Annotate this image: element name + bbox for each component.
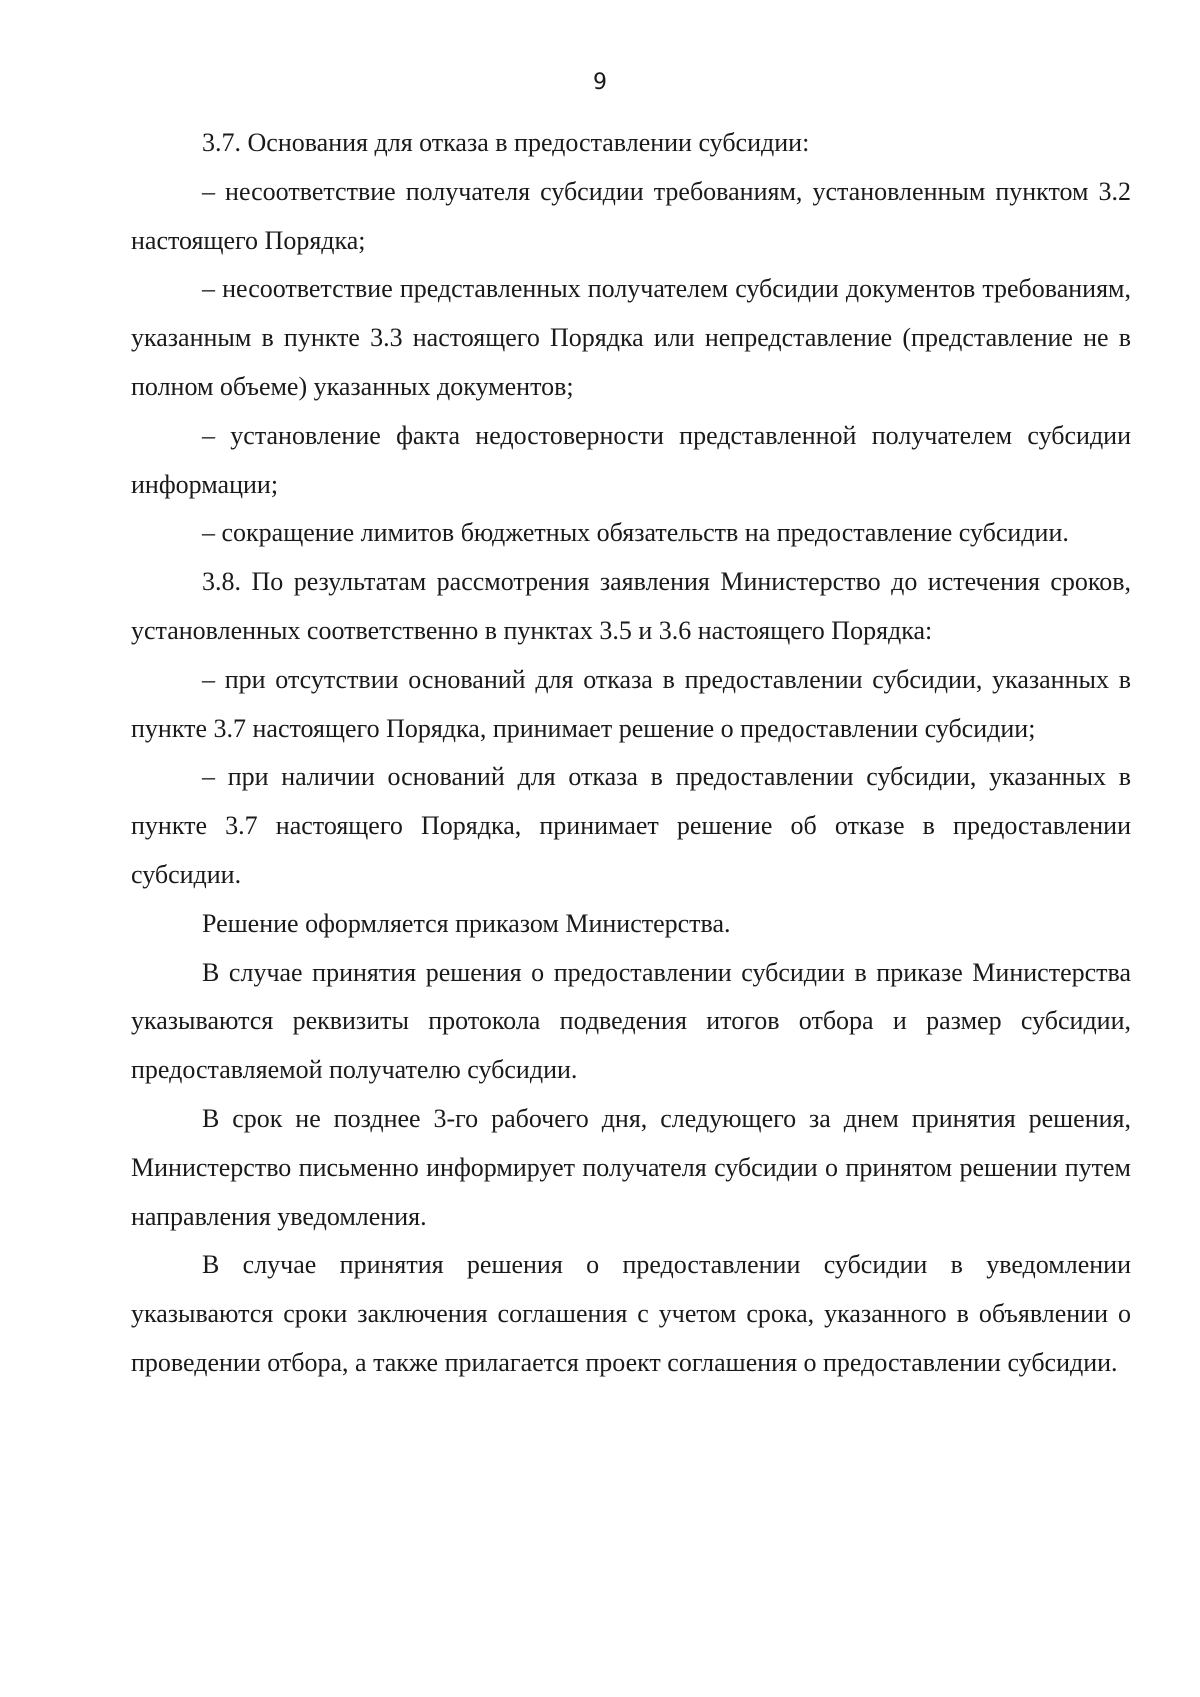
paragraph-list-item: – при отсутствии оснований для отказа в предоставлении субсидии, указанных в пункте 3.7 настоящего Порядка, принимает решение о предоставлении субсидии; <box>131 664 1131 743</box>
paragraph-list-item: – при наличии оснований для отказа в предоставлении субсидии, указанных в пункте 3.7 настоящего Порядка, принимает решение об отказе в предоставлении субсидии. <box>131 762 1131 889</box>
document-body <box>131 119 1131 1388</box>
paragraph-3-7-heading: 3.7. Основания для отказа в предоставлении субсидии: <box>202 128 810 157</box>
paragraph-list-item: – несоответствие представленных получателем субсидии документов требованиям, указанным в пункте 3.3 настоящего Порядка или непредставление (представление не в полном объеме) указанных документов; <box>131 274 1131 401</box>
page-number: 9 <box>593 70 607 95</box>
paragraph: В случае принятия решения о предоставлении субсидии в уведомлении указываются сроки заключения соглашения с учетом срока, указанного в объявлении о проведении отбора, а также прилагается проект соглашения о предоставлении субсидии. <box>131 1250 1131 1377</box>
paragraph-list-item: – сокращение лимитов бюджетных обязательств на предоставление субсидии. <box>202 518 1069 548</box>
paragraph: В срок не позднее 3-го рабочего дня, следующего за днем принятия решения, Министерство письменно информирует получателя субсидии о принятом решении путем направления уведомления. <box>131 1103 1131 1231</box>
paragraph-3-8-heading: 3.8. По результатам рассмотрения заявления Министерство до истечения сроков, установленных соответственно в пунктах 3.5 и 3.6 настоящего Порядка: <box>131 567 1131 645</box>
paragraph: Решение оформляется приказом Министерства. <box>202 908 731 938</box>
paragraph-list-item: – установление факта недостоверности представленной получателем субсидии информации; <box>131 420 1131 499</box>
paragraph: В случае принятия решения о предоставлении субсидии в приказе Министерства указываются реквизиты протокола подведения итогов отбора и размер субсидии, предоставляемой получателю субсидии. <box>131 957 1131 1085</box>
paragraph-list-item: – несоответствие получателя субсидии требованиям, установленным пунктом 3.2 настоящего Порядка; <box>131 176 1131 255</box>
